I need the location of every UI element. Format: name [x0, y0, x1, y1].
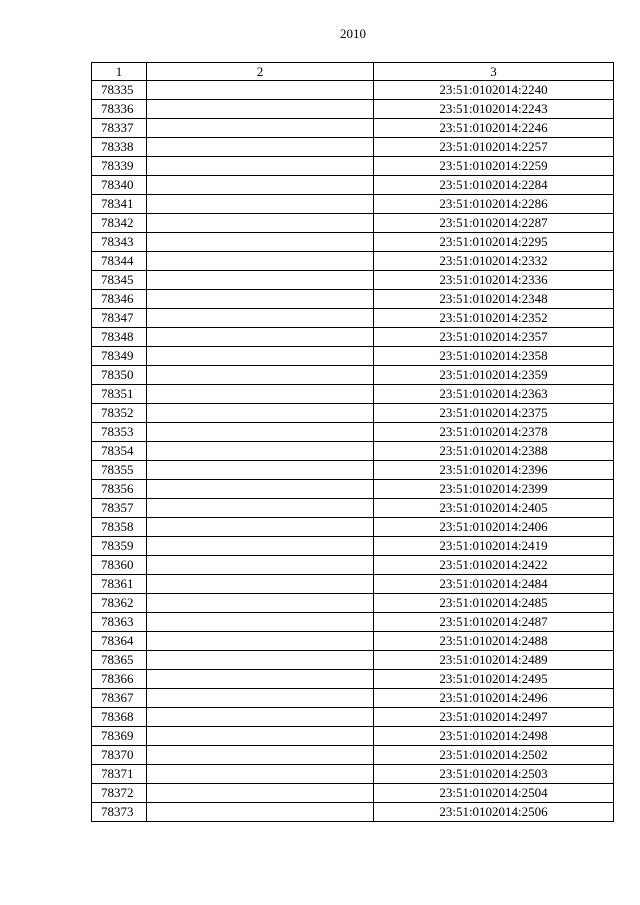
row-description-cell [147, 746, 374, 765]
column-header-1: 1 [92, 63, 147, 81]
cadastral-number-cell: 23:51:0102014:2497 [374, 708, 614, 727]
row-description-cell [147, 632, 374, 651]
table-row [92, 784, 614, 803]
row-description-cell [147, 271, 374, 290]
row-number-cell: 78366 [92, 670, 147, 689]
cadastral-number-cell: 23:51:0102014:2240 [374, 81, 614, 100]
row-description-cell [147, 252, 374, 271]
table-row [92, 803, 614, 822]
row-number-cell: 78355 [92, 461, 147, 480]
row-number-cell: 78372 [92, 784, 147, 803]
row-description-cell [147, 480, 374, 499]
row-number-cell: 78369 [92, 727, 147, 746]
cadastral-number-cell: 23:51:0102014:2295 [374, 233, 614, 252]
cadastral-number-cell: 23:51:0102014:2496 [374, 689, 614, 708]
cadastral-number-cell: 23:51:0102014:2495 [374, 670, 614, 689]
cadastral-number-cell: 23:51:0102014:2359 [374, 366, 614, 385]
row-number-cell: 78347 [92, 309, 147, 328]
table-row [92, 309, 614, 328]
table-row [92, 81, 614, 100]
cadastral-number-cell: 23:51:0102014:2357 [374, 328, 614, 347]
table-row [92, 632, 614, 651]
row-description-cell [147, 309, 374, 328]
row-number-cell: 78371 [92, 765, 147, 784]
row-number-cell: 78360 [92, 556, 147, 575]
row-number-cell: 78351 [92, 385, 147, 404]
row-number-cell: 78357 [92, 499, 147, 518]
cadastral-number-cell: 23:51:0102014:2388 [374, 442, 614, 461]
cadastral-number-cell: 23:51:0102014:2485 [374, 594, 614, 613]
table-row [92, 594, 614, 613]
row-number-cell: 78354 [92, 442, 147, 461]
row-description-cell [147, 727, 374, 746]
row-number-cell: 78363 [92, 613, 147, 632]
table-row [92, 423, 614, 442]
row-description-cell [147, 765, 374, 784]
row-number-cell: 78361 [92, 575, 147, 594]
cadastral-number-cell: 23:51:0102014:2375 [374, 404, 614, 423]
table-row [92, 499, 614, 518]
cadastral-number-cell: 23:51:0102014:2399 [374, 480, 614, 499]
cadastral-number-cell: 23:51:0102014:2352 [374, 309, 614, 328]
cadastral-number-cell: 23:51:0102014:2503 [374, 765, 614, 784]
row-number-cell: 78350 [92, 366, 147, 385]
cadastral-number-cell: 23:51:0102014:2358 [374, 347, 614, 366]
row-description-cell [147, 461, 374, 480]
table-row [92, 575, 614, 594]
table-row [92, 347, 614, 366]
table-row [92, 100, 614, 119]
table-row [92, 746, 614, 765]
row-description-cell [147, 499, 374, 518]
row-number-cell: 78346 [92, 290, 147, 309]
header-row [92, 63, 614, 81]
row-number-cell: 78349 [92, 347, 147, 366]
row-description-cell [147, 556, 374, 575]
row-description-cell [147, 651, 374, 670]
table-row [92, 366, 614, 385]
registry-table [91, 62, 614, 822]
row-number-cell: 78338 [92, 138, 147, 157]
row-description-cell [147, 784, 374, 803]
cadastral-number-cell: 23:51:0102014:2502 [374, 746, 614, 765]
row-description-cell [147, 594, 374, 613]
table-row [92, 537, 614, 556]
table-row [92, 556, 614, 575]
cadastral-number-cell: 23:51:0102014:2259 [374, 157, 614, 176]
table-row [92, 708, 614, 727]
cadastral-number-cell: 23:51:0102014:2378 [374, 423, 614, 442]
cadastral-number-cell: 23:51:0102014:2287 [374, 214, 614, 233]
cadastral-number-cell: 23:51:0102014:2406 [374, 518, 614, 537]
row-number-cell: 78364 [92, 632, 147, 651]
table-header [92, 63, 614, 81]
cadastral-number-cell: 23:51:0102014:2284 [374, 176, 614, 195]
table-row [92, 613, 614, 632]
page-number: 2010 [340, 26, 366, 41]
cadastral-number-cell: 23:51:0102014:2332 [374, 252, 614, 271]
row-description-cell [147, 100, 374, 119]
row-number-cell: 78368 [92, 708, 147, 727]
row-number-cell: 78367 [92, 689, 147, 708]
row-description-cell [147, 138, 374, 157]
cadastral-number-cell: 23:51:0102014:2506 [374, 803, 614, 822]
row-description-cell [147, 214, 374, 233]
cadastral-number-cell: 23:51:0102014:2246 [374, 119, 614, 138]
table-body [92, 81, 614, 822]
row-description-cell [147, 385, 374, 404]
row-number-cell: 78337 [92, 119, 147, 138]
cadastral-number-cell: 23:51:0102014:2243 [374, 100, 614, 119]
table-row [92, 328, 614, 347]
column-header-3: 3 [374, 63, 614, 81]
row-description-cell [147, 366, 374, 385]
row-description-cell [147, 518, 374, 537]
row-description-cell [147, 347, 374, 366]
row-description-cell [147, 423, 374, 442]
table-row [92, 195, 614, 214]
row-description-cell [147, 81, 374, 100]
table-row [92, 233, 614, 252]
row-number-cell: 78362 [92, 594, 147, 613]
row-description-cell [147, 442, 374, 461]
row-description-cell [147, 119, 374, 138]
row-number-cell: 78342 [92, 214, 147, 233]
cadastral-number-cell: 23:51:0102014:2504 [374, 784, 614, 803]
row-number-cell: 78336 [92, 100, 147, 119]
table-row [92, 271, 614, 290]
table-row [92, 651, 614, 670]
table-row [92, 252, 614, 271]
table-row [92, 119, 614, 138]
row-description-cell [147, 708, 374, 727]
cadastral-number-cell: 23:51:0102014:2348 [374, 290, 614, 309]
table-row [92, 518, 614, 537]
row-number-cell: 78335 [92, 81, 147, 100]
row-number-cell: 78359 [92, 537, 147, 556]
table-row [92, 765, 614, 784]
row-number-cell: 78344 [92, 252, 147, 271]
cadastral-number-cell: 23:51:0102014:2489 [374, 651, 614, 670]
row-description-cell [147, 195, 374, 214]
row-description-cell [147, 575, 374, 594]
table-row [92, 214, 614, 233]
table-row [92, 157, 614, 176]
row-description-cell [147, 803, 374, 822]
table-row [92, 480, 614, 499]
row-description-cell [147, 233, 374, 252]
row-description-cell [147, 176, 374, 195]
row-number-cell: 78345 [92, 271, 147, 290]
table-row [92, 404, 614, 423]
row-number-cell: 78340 [92, 176, 147, 195]
table-row [92, 689, 614, 708]
cadastral-number-cell: 23:51:0102014:2419 [374, 537, 614, 556]
row-description-cell [147, 670, 374, 689]
cadastral-number-cell: 23:51:0102014:2286 [374, 195, 614, 214]
table-row [92, 461, 614, 480]
table-row [92, 385, 614, 404]
table-row [92, 138, 614, 157]
cadastral-number-cell: 23:51:0102014:2257 [374, 138, 614, 157]
cadastral-number-cell: 23:51:0102014:2498 [374, 727, 614, 746]
table-row [92, 176, 614, 195]
cadastral-number-cell: 23:51:0102014:2396 [374, 461, 614, 480]
cadastral-number-cell: 23:51:0102014:2363 [374, 385, 614, 404]
row-number-cell: 78339 [92, 157, 147, 176]
row-description-cell [147, 328, 374, 347]
table-row [92, 442, 614, 461]
row-description-cell [147, 404, 374, 423]
row-number-cell: 78343 [92, 233, 147, 252]
row-number-cell: 78356 [92, 480, 147, 499]
cadastral-number-cell: 23:51:0102014:2484 [374, 575, 614, 594]
cadastral-number-cell: 23:51:0102014:2487 [374, 613, 614, 632]
cadastral-number-cell: 23:51:0102014:2422 [374, 556, 614, 575]
row-number-cell: 78348 [92, 328, 147, 347]
row-number-cell: 78341 [92, 195, 147, 214]
table-row [92, 670, 614, 689]
row-description-cell [147, 689, 374, 708]
row-number-cell: 78373 [92, 803, 147, 822]
cadastral-number-cell: 23:51:0102014:2488 [374, 632, 614, 651]
row-number-cell: 78358 [92, 518, 147, 537]
row-description-cell [147, 290, 374, 309]
cadastral-number-cell: 23:51:0102014:2336 [374, 271, 614, 290]
row-number-cell: 78352 [92, 404, 147, 423]
cadastral-number-cell: 23:51:0102014:2405 [374, 499, 614, 518]
table-row [92, 727, 614, 746]
row-number-cell: 78353 [92, 423, 147, 442]
column-header-2: 2 [147, 63, 374, 81]
row-description-cell [147, 613, 374, 632]
row-description-cell [147, 537, 374, 556]
row-number-cell: 78370 [92, 746, 147, 765]
row-description-cell [147, 157, 374, 176]
row-number-cell: 78365 [92, 651, 147, 670]
table-row [92, 290, 614, 309]
